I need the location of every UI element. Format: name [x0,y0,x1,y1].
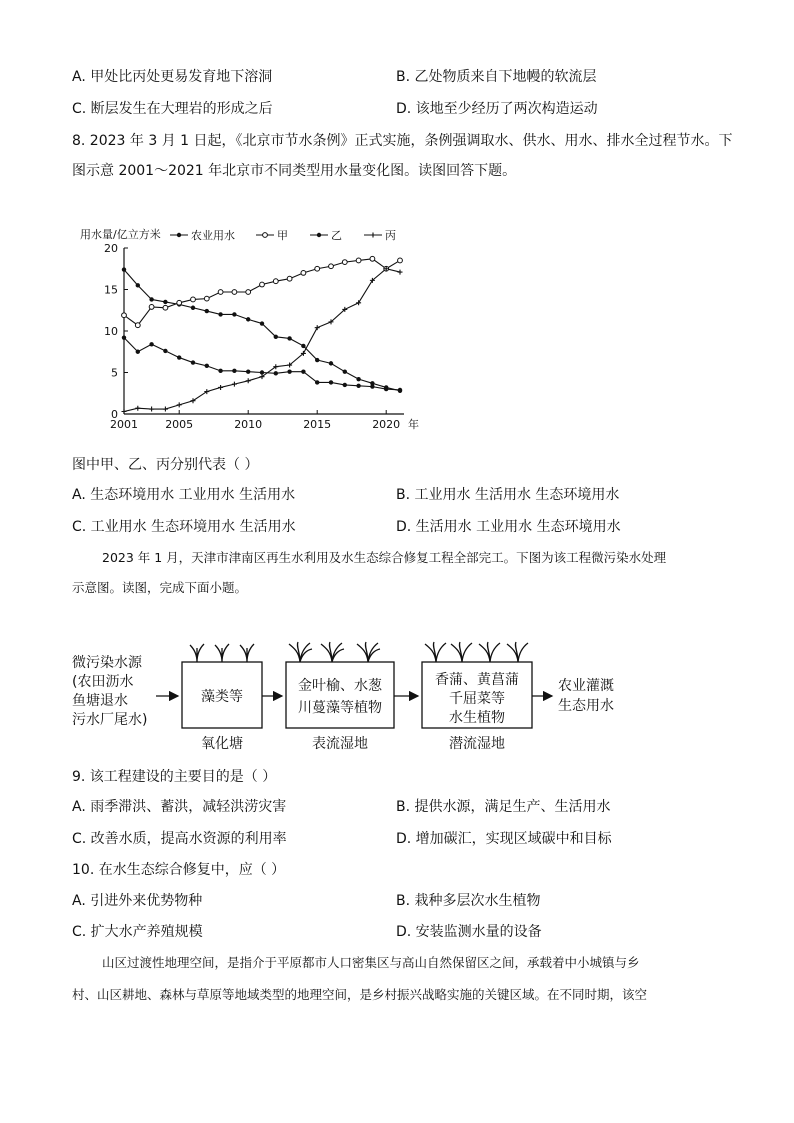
q8-question: 图中甲、乙、丙分别代表（ ） [72,457,259,473]
data-point [384,387,388,391]
q9-option-c: C. 改善水质，提高水资源的利用率 [72,831,287,847]
legend-label: 农业用水 [191,229,235,242]
data-point [315,325,320,330]
legend-marker [317,233,321,237]
q8-option-d: D. 生活用水 工业用水 生态环境用水 [396,519,621,535]
data-point [218,312,222,316]
data-point [287,336,291,340]
data-point [122,313,127,318]
x-tick-label: 2015 [303,418,332,431]
flow-output-line1: 农业灌溉 [558,678,614,694]
q8-stem-line2: 图示意 2001～2021 年北京市不同类型用水量变化图。读图回答下题。 [72,163,517,179]
data-point [191,297,196,302]
data-point [136,350,140,354]
x-tick-label: 2005 [165,418,194,431]
q9-option-b: B. 提供水源，满足生产、生活用水 [396,799,611,815]
y-tick-label: 0 [111,408,118,421]
series-line-1 [124,259,400,325]
legend-label: 乙 [331,229,342,242]
flow-box2-line2: 川蔓藻等植物 [298,700,382,716]
data-point [163,407,168,412]
data-point [342,260,347,265]
data-point [315,358,319,362]
y-tick-label: 5 [111,366,118,380]
data-point [204,296,209,301]
data-point [315,380,319,384]
chart-series-markers [122,256,403,414]
flow-box1-caption: 氧化塘 [201,736,243,752]
y-axis-label: 用水量/亿立方米 [80,228,161,241]
x-tick-label: 2020 [372,418,401,431]
series-line-3 [124,269,400,412]
data-point [301,369,305,373]
data-point [205,309,209,313]
data-point [135,323,140,328]
data-point [135,406,140,411]
flow-source-line4: 污水厂尾水) [72,712,148,728]
q9-option-d: D. 增加碳汇，实现区域碳中和目标 [396,831,612,847]
intro2-line1: 2023 年 1 月，天津市津南区再生水利用及水生态综合修复工程全部完工。下图为该工程微污染水处理 [102,550,667,565]
data-point [177,300,182,305]
q8-option-a: A. 生态环境用水 工业用水 生活用水 [72,487,296,503]
data-point [246,378,251,383]
data-point [122,409,127,414]
data-point [218,385,223,390]
y-tick-label: 10 [104,325,118,338]
plant-icon [190,644,254,662]
data-point [356,258,361,263]
legend-marker [177,233,181,237]
data-point [329,361,333,365]
q7-option-d: D. 该地至少经历了两次构造运动 [396,101,598,117]
treatment-flow-diagram [70,640,690,755]
data-point [205,364,209,368]
water-use-line-chart [70,222,430,434]
flow-box1-label: 藻类等 [201,689,243,705]
q8-stem-line1: 8. 2023 年 3 月 1 日起，《北京市节水条例》正式实施，条例强调取水、供水、用水、排水全过程节水。下 [72,133,733,149]
q10-option-d: D. 安装监测水量的设备 [396,924,542,940]
data-point [398,388,402,392]
data-point [370,384,374,388]
flow-source-line1: 微污染水源 [72,655,142,671]
q8-option-c: C. 工业用水 生态环境用水 生活用水 [72,519,296,535]
data-point [274,335,278,339]
series-line-2 [124,338,400,390]
data-point [356,377,360,381]
data-point [260,370,264,374]
flow-box3-line3: 水生植物 [449,710,505,726]
data-point [398,270,403,275]
data-point [232,369,236,373]
data-point [329,380,333,384]
data-point [273,279,278,284]
plant-icon [289,642,380,662]
data-point [177,355,181,359]
q8-option-b: B. 工业用水 生活用水 生态环境用水 [396,487,620,503]
data-point [177,402,182,407]
data-point [356,300,361,305]
flow-box3-caption: 潜流湿地 [449,736,505,752]
data-point [398,258,403,263]
legend-marker [263,233,268,238]
q9-stem: 9. 该工程建设的主要目的是（ ） [72,769,277,785]
data-point [163,349,167,353]
data-point [246,317,250,321]
data-point [218,290,223,295]
data-point [232,382,237,387]
q7-option-a: A. 甲处比丙处更易发育地下溶洞 [72,69,273,85]
flow-source-line2: (农田沥水 [72,674,134,690]
q7-option-b: B. 乙处物质来自下地幔的软流层 [396,69,597,85]
data-point [122,335,126,339]
x-tick-label: 2001 [110,418,138,431]
data-point [287,276,292,281]
x-tick-label: 2010 [234,418,263,431]
data-point [122,267,126,271]
q9-option-a: A. 雨季滞洪、蓄洪，减轻洪涝灾害 [72,799,287,815]
data-point [329,264,334,269]
y-tick-label: 15 [104,283,118,297]
data-point [149,297,153,301]
flow-box2-line1: 金叶榆、水葱 [298,678,382,694]
intro2-line2: 示意图。读图，完成下面小题。 [72,580,248,595]
data-point [356,384,360,388]
legend-label: 甲 [277,229,288,242]
data-point [191,306,195,310]
data-point [370,256,375,261]
q7-option-c: C. 断层发生在大理岩的形成之后 [72,101,273,117]
data-point [163,300,167,304]
intro3-line2: 村、山区耕地、森林与草原等地域类型的地理空间，是乡村振兴战略实施的关键区域。在不同时期，该空 [72,987,648,1002]
data-point [315,266,320,271]
data-point [343,369,347,373]
data-point [149,407,154,412]
legend-label: 丙 [385,229,396,242]
flow-box-surface-wetland [286,662,394,728]
data-point [191,360,195,364]
intro3-line1: 山区过渡性地理空间，是指介于平原都市人口密集区与高山自然保留区之间，承载着中小城镇与乡 [102,955,640,970]
q10-option-b: B. 栽种多层次水生植物 [396,893,541,909]
data-point [149,305,154,310]
chart-legend [170,228,396,242]
flow-output-line2: 生态用水 [558,698,614,714]
x-axis-unit: 年 [408,418,419,431]
q10-stem: 10. 在水生态综合修复中，应（ ） [72,862,286,878]
data-point [232,290,237,295]
data-point [163,305,168,310]
data-point [260,321,264,325]
q10-option-c: C. 扩大水产养殖规模 [72,924,203,940]
flow-source-line3: 鱼塘退水 [72,693,128,709]
legend-marker [371,233,376,238]
data-point [287,369,291,373]
plant-icon [425,642,528,662]
q10-option-a: A. 引进外来优势物种 [72,893,203,909]
data-point [274,371,278,375]
data-point [149,342,153,346]
data-point [246,290,251,295]
data-point [218,369,222,373]
data-point [232,312,236,316]
data-point [301,344,305,348]
chart-axes [80,227,419,431]
data-point [246,369,250,373]
data-point [343,383,347,387]
data-point [301,271,306,276]
flow-box3-line1: 香蒲、黄菖蒲 [435,672,519,688]
flow-box3-line2: 千屈菜等 [449,691,505,707]
data-point [260,282,265,287]
data-point [136,283,140,287]
flow-box2-caption: 表流湿地 [312,736,368,752]
y-tick-label: 20 [104,242,118,255]
